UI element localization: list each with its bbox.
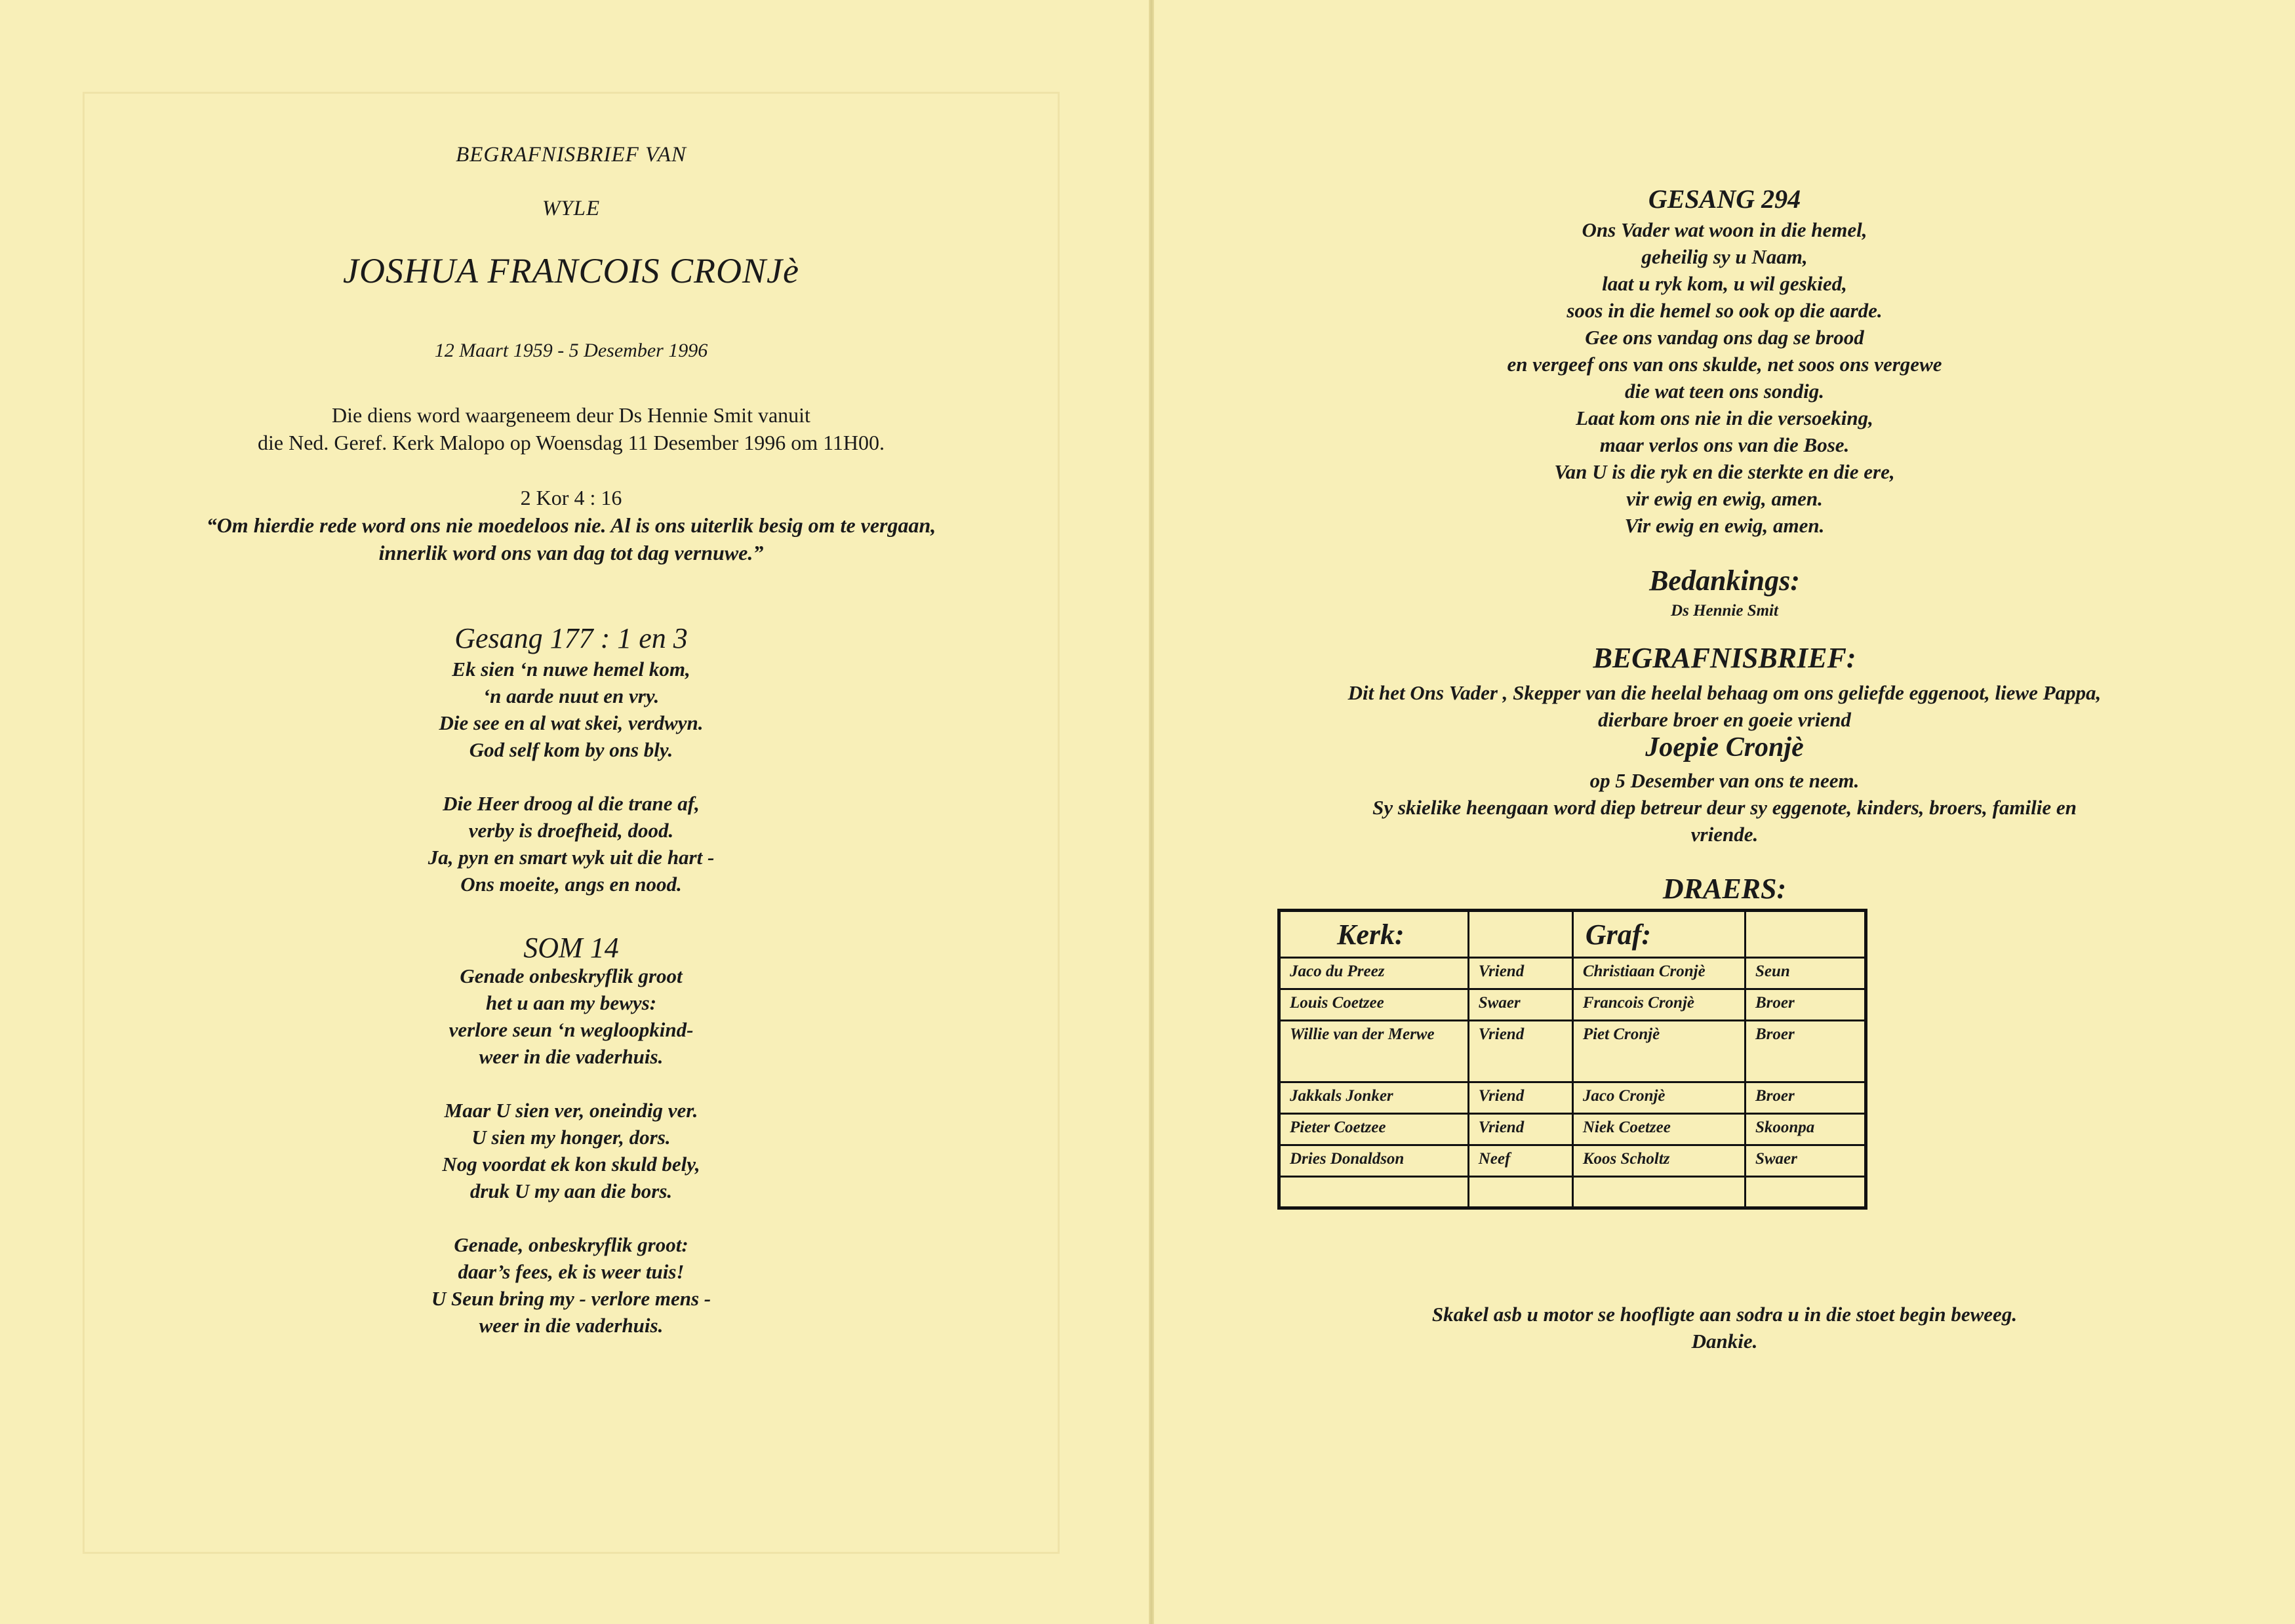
brief-line: op 5 Desember van ons te neem. xyxy=(1589,769,1860,792)
graf-relation: Skoonpa xyxy=(1745,1114,1866,1145)
graf-bearer: Niek Coetzee xyxy=(1572,1114,1745,1145)
kerk-bearer: Willie van der Merwe xyxy=(1279,1021,1469,1082)
heading-wyle: WYLE xyxy=(542,197,601,220)
hymn-line: Genade onbeskryflik groot xyxy=(460,964,683,987)
hymn-line xyxy=(83,1204,1060,1231)
hymn-line: verby is droefheid, dood. xyxy=(468,819,674,842)
verse-line: Van U is die ryk en die sterkte en die ere, xyxy=(1554,460,1895,483)
bedankings-name: Ds Hennie Smit xyxy=(1671,602,1778,620)
verse-line: Gee ons vandag ons dag se brood xyxy=(1585,326,1864,349)
life-dates: 12 Maart 1959 - 5 Desember 1996 xyxy=(434,340,708,361)
kerk-bearer: Pieter Coetzee xyxy=(1279,1114,1469,1145)
hymn-line: ‘n aarde nuut en vry. xyxy=(483,684,660,707)
table-header-row xyxy=(1279,911,1866,958)
verse-line: geheilig sy u Naam, xyxy=(1641,245,1808,268)
center-fold xyxy=(1149,0,1154,1624)
service-info xyxy=(83,401,1060,456)
hymn-line: het u aan my bewys: xyxy=(485,991,657,1014)
graf-relation: Broer xyxy=(1745,1082,1866,1114)
service-line: die Ned. Geref. Kerk Malopo op Woensdag 11 Desember 1996 om 11H00. xyxy=(257,431,885,454)
graf-bearer xyxy=(1572,1177,1745,1208)
kerk-bearer: Jaco du Preez xyxy=(1279,958,1469,989)
hymn-line: Ek sien ‘n nuwe hemel kom, xyxy=(452,658,690,681)
kerk-relation: Swaer xyxy=(1468,989,1572,1021)
verse-line: die wat teen ons sondig. xyxy=(1624,380,1824,403)
hymn-line: God self kom by ons bly. xyxy=(469,738,673,761)
header-kerk: Kerk: xyxy=(1279,911,1469,958)
header-graf: Graf: xyxy=(1572,911,1745,958)
verse-line: maar verlos ons van die Bose. xyxy=(1599,433,1850,456)
closing-line: Dankie. xyxy=(1691,1330,1758,1353)
hymn-line: daar’s fees, ek is weer tuis! xyxy=(458,1260,685,1283)
bedankings-title: Bedankings: xyxy=(1649,564,1800,597)
graf-relation: Broer xyxy=(1745,989,1866,1021)
hymn-line: Genade, onbeskryflik groot: xyxy=(454,1233,688,1256)
hymn-177-title: Gesang 177 : 1 en 3 xyxy=(454,622,688,654)
kerk-bearer: Louis Coetzee xyxy=(1279,989,1469,1021)
hymn-line: druk U my aan die bors. xyxy=(469,1179,673,1202)
graf-bearer: Piet Cronjè xyxy=(1572,1021,1745,1082)
verse-line: vir ewig en ewig, amen. xyxy=(1626,487,1823,510)
graf-bearer: Koos Scholtz xyxy=(1572,1145,1745,1177)
graf-bearer: Christiaan Cronjè xyxy=(1572,958,1745,989)
kerk-relation: Vriend xyxy=(1468,958,1572,989)
kerk-relation: Neef xyxy=(1468,1145,1572,1177)
hymn-line xyxy=(83,1070,1060,1097)
hymn-line xyxy=(83,763,1060,790)
kerk-relation xyxy=(1468,1177,1572,1208)
service-line: Die diens word waargeneem deur Ds Hennie Smit vanuit xyxy=(332,403,810,427)
table-row xyxy=(1279,1177,1866,1208)
kerk-bearer: Jakkals Jonker xyxy=(1279,1082,1469,1114)
closing-note xyxy=(1154,1301,2295,1355)
kerk-relation: Vriend xyxy=(1468,1114,1572,1145)
hymn-line: U Seun bring my - verlore mens - xyxy=(431,1287,711,1310)
hymn-line: Ja, pyn en smart wyk uit die hart - xyxy=(428,846,715,869)
som-14-text xyxy=(83,962,1060,1339)
scripture-reference: 2 Kor 4 : 16 xyxy=(520,486,622,509)
kerk-bearer xyxy=(1279,1177,1469,1208)
hymn-line: weer in die vaderhuis. xyxy=(479,1314,664,1337)
brief-line: Sy skielike heengaan word diep betreur deur sy eggenote, kinders, broers, familie en xyxy=(1372,796,2077,819)
header-blank xyxy=(1745,911,1866,958)
som-14-title: SOM 14 xyxy=(523,932,619,964)
table-row xyxy=(1279,989,1866,1021)
header-blank xyxy=(1468,911,1572,958)
deceased-name: JOSHUA FRANCOIS CRONJè xyxy=(343,251,799,290)
hymn-line: Ons moeite, angs en nood. xyxy=(460,873,682,896)
verse-line: en vergeef ons van ons skulde, net soos ons vergewe xyxy=(1507,353,1942,376)
hymn-line: Maar U sien ver, oneindig ver. xyxy=(444,1099,698,1122)
hymn-line: Die see en al wat skei, verdwyn. xyxy=(439,711,704,734)
verse-line: laat u ryk kom, u wil geskied, xyxy=(1602,272,1847,295)
verse-line: Laat kom ons nie in die versoeking, xyxy=(1576,406,1873,429)
kerk-relation: Vriend xyxy=(1468,1021,1572,1082)
hymn-line: Nog voordat ek kon skuld bely, xyxy=(442,1153,700,1176)
kerk-bearer: Dries Donaldson xyxy=(1279,1145,1469,1177)
quote-line: “Om hierdie rede word ons nie moedeloos nie. Al is ons uiterlik besig om te vergaan, xyxy=(206,513,936,537)
begrafnisbrief-name: Joepie Cronjè xyxy=(1645,732,1804,762)
kerk-relation: Vriend xyxy=(1468,1082,1572,1114)
graf-relation: Seun xyxy=(1745,958,1866,989)
brief-line: dierbare broer en goeie vriend xyxy=(1598,708,1851,731)
begrafnisbrief-text-b xyxy=(1154,767,2295,848)
table-row xyxy=(1279,958,1866,989)
hymn-177-text xyxy=(83,656,1060,898)
right-page xyxy=(1154,0,2295,1624)
hymn-line: U sien my honger, dors. xyxy=(471,1126,671,1149)
table-row xyxy=(1279,1114,1866,1145)
begrafnisbrief-title: BEGRAFNISBRIEF: xyxy=(1593,642,1856,674)
graf-relation: Swaer xyxy=(1745,1145,1866,1177)
gesang-294-title: GESANG 294 xyxy=(1648,184,1801,214)
draers-title: DRAERS: xyxy=(1662,873,1787,905)
heading-begrafnisbrief-van: BEGRAFNISBRIEF VAN xyxy=(456,143,687,167)
closing-line: Skakel asb u motor se hoofligte aan sodra u in die stoet begin beweeg. xyxy=(1431,1303,2018,1326)
gesang-294-text xyxy=(1154,216,2295,539)
brief-line: Dit het Ons Vader , Skepper van die heelal behaag om ons geliefde eggenoot, liewe Pappa, xyxy=(1347,681,2102,704)
hymn-line: verlore seun ‘n wegloopkind- xyxy=(449,1018,694,1041)
table-row xyxy=(1279,1145,1866,1177)
graf-bearer: Francois Cronjè xyxy=(1572,989,1745,1021)
scripture-quote xyxy=(83,511,1060,566)
brief-line: vriende. xyxy=(1690,823,1759,846)
verse-line: soos in die hemel so ook op die aarde. xyxy=(1567,299,1883,322)
table-row xyxy=(1279,1021,1866,1082)
verse-line: Vir ewig en ewig, amen. xyxy=(1624,514,1825,537)
begrafnisbrief-text-a xyxy=(1154,679,2295,733)
graf-relation xyxy=(1745,1177,1866,1208)
hymn-line: Die Heer droog al die trane af, xyxy=(443,792,700,815)
table-row xyxy=(1279,1082,1866,1114)
hymn-line: weer in die vaderhuis. xyxy=(479,1045,664,1068)
graf-relation: Broer xyxy=(1745,1021,1866,1082)
graf-bearer: Jaco Cronjè xyxy=(1572,1082,1745,1114)
quote-line: innerlik word ons van dag tot dag vernuwe.” xyxy=(378,541,764,564)
draers-table xyxy=(1277,909,1867,1210)
verse-line: Ons Vader wat woon in die hemel, xyxy=(1582,218,1867,241)
